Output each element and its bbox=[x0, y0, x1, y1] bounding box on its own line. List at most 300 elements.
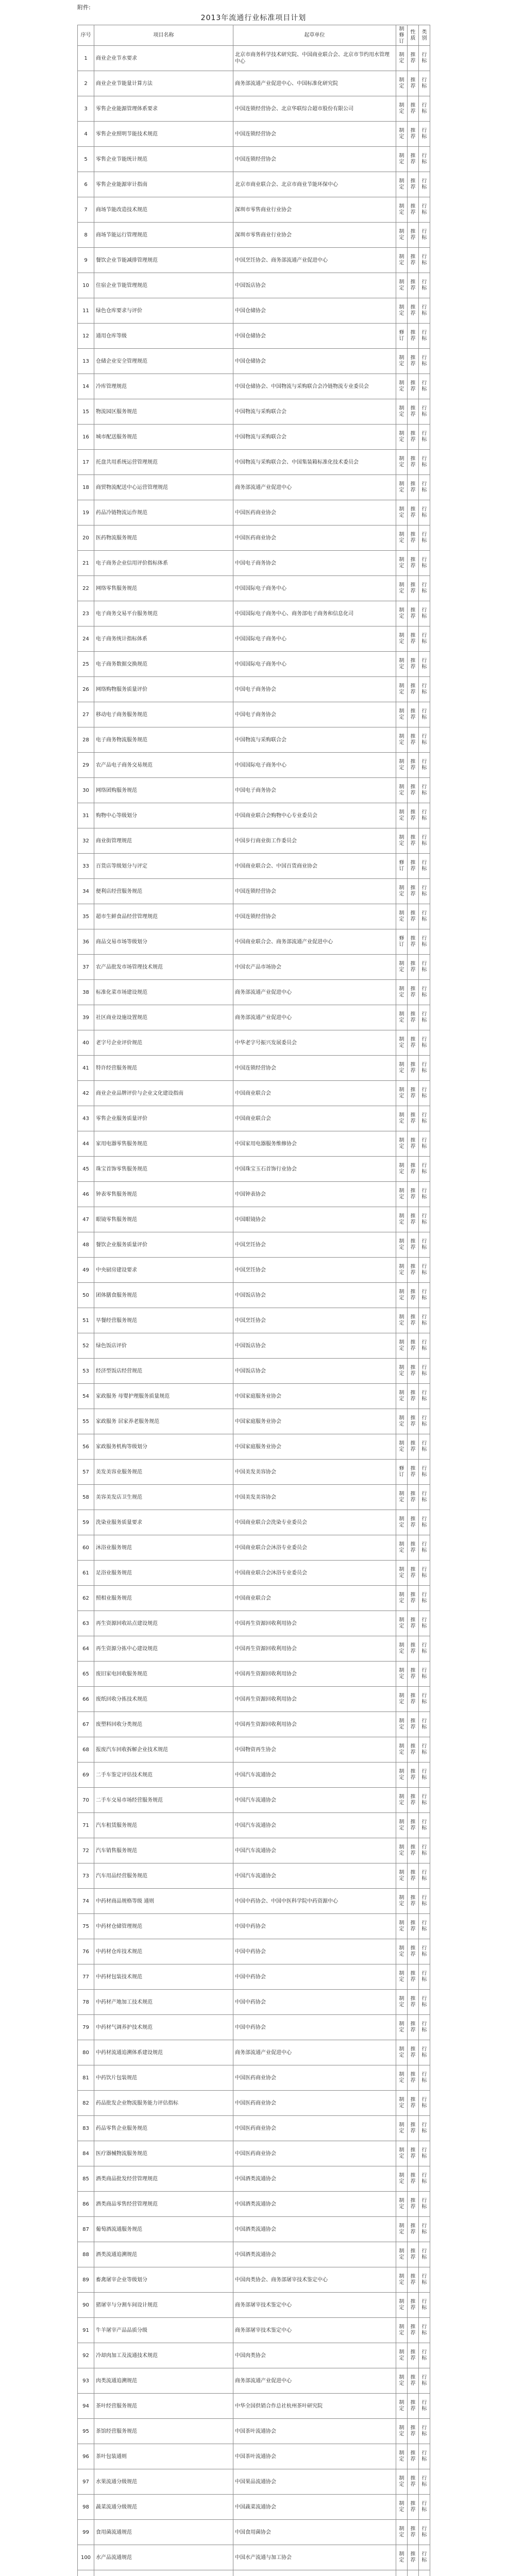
cell-project-name bbox=[94, 2495, 233, 2520]
cell-revision-type-text: 制定 bbox=[399, 204, 404, 215]
table-row bbox=[78, 753, 430, 778]
cell-number bbox=[78, 2419, 94, 2444]
cell-number bbox=[78, 450, 94, 475]
cell-standard-nature-text: 推荐 bbox=[410, 1340, 416, 1351]
cell-project-name-text: 二手车交易市场经营服务规范 bbox=[96, 1797, 163, 1803]
cell-revision-type-text: 制定 bbox=[399, 1112, 404, 1124]
header-project-name-text: 项目名称 bbox=[153, 32, 174, 38]
cell-number-text: 7 bbox=[84, 207, 88, 213]
cell-revision-type-text: 制定 bbox=[399, 835, 404, 846]
cell-number-text: 57 bbox=[82, 1469, 89, 1475]
cell-drafting-unit bbox=[233, 879, 396, 904]
cell-standard-kind-text: 行标 bbox=[421, 330, 427, 342]
cell-drafting-unit-text: 中国医药商业协会 bbox=[235, 2075, 276, 2081]
cell-standard-kind-text: 行标 bbox=[421, 279, 427, 291]
cell-drafting-unit-text: 中国食用菌协会 bbox=[235, 2529, 271, 2535]
cell-number-text: 74 bbox=[82, 1898, 89, 1904]
cell-standard-kind-text: 行标 bbox=[421, 1037, 427, 1048]
cell-standard-nature bbox=[408, 1232, 419, 1258]
header-revision-type-text: 制修订 bbox=[399, 26, 404, 44]
cell-project-name bbox=[94, 2091, 233, 2116]
cell-number-text: 24 bbox=[82, 636, 89, 642]
cell-number bbox=[78, 727, 94, 753]
cell-standard-kind-text: 行标 bbox=[421, 1642, 427, 1654]
cell-number bbox=[78, 2570, 94, 2576]
cell-number-text: 78 bbox=[82, 1999, 89, 2005]
cell-drafting-unit-text: 中国茶叶流通协会 bbox=[235, 2428, 276, 2434]
table-row bbox=[78, 2469, 430, 2495]
cell-drafting-unit-text: 中国国际电子商务中心 bbox=[235, 636, 286, 642]
cell-revision-type bbox=[396, 1636, 408, 1662]
cell-drafting-unit bbox=[233, 2570, 396, 2576]
cell-standard-kind-text: 行标 bbox=[421, 481, 427, 493]
table-body bbox=[78, 46, 430, 2576]
cell-number-text: 11 bbox=[82, 308, 89, 314]
table-row bbox=[78, 2116, 430, 2141]
table-row bbox=[78, 1939, 430, 1964]
cell-standard-kind bbox=[419, 71, 430, 96]
cell-revision-type-text: 制定 bbox=[399, 2274, 404, 2285]
cell-standard-nature-text: 推荐 bbox=[410, 506, 416, 518]
cell-standard-kind-text: 行标 bbox=[421, 2147, 427, 2159]
cell-drafting-unit-text: 中国仓储协会 bbox=[235, 308, 266, 314]
cell-project-name-text: 茶馆经营服务规范 bbox=[96, 2428, 137, 2434]
cell-standard-nature-text: 推荐 bbox=[410, 2173, 416, 2184]
cell-project-name-text: 商场节能改造技术规范 bbox=[96, 207, 147, 213]
cell-number bbox=[78, 374, 94, 399]
cell-standard-nature-text: 推荐 bbox=[410, 1062, 416, 1074]
cell-project-name-text: 钟表零售服务规范 bbox=[96, 1191, 137, 1197]
cell-standard-kind bbox=[419, 2040, 430, 2065]
cell-number-text: 56 bbox=[82, 1444, 89, 1450]
cell-standard-nature bbox=[408, 2570, 419, 2576]
cell-standard-kind bbox=[419, 2293, 430, 2318]
cell-drafting-unit bbox=[233, 2267, 396, 2293]
cell-drafting-unit bbox=[233, 854, 396, 879]
cell-standard-kind-text: 行标 bbox=[421, 986, 427, 998]
table-row bbox=[78, 2343, 430, 2368]
cell-standard-nature bbox=[408, 1889, 419, 1914]
cell-standard-kind bbox=[419, 677, 430, 702]
cell-number bbox=[78, 1485, 94, 1510]
cell-standard-nature-text: 推荐 bbox=[410, 2349, 416, 2361]
cell-number bbox=[78, 1106, 94, 1131]
table-row bbox=[78, 1434, 430, 1460]
cell-standard-nature bbox=[408, 1409, 419, 1434]
cell-standard-kind bbox=[419, 2192, 430, 2217]
cell-number bbox=[78, 803, 94, 828]
cell-revision-type bbox=[396, 349, 408, 374]
cell-drafting-unit bbox=[233, 399, 396, 425]
cell-project-name bbox=[94, 1990, 233, 2015]
cell-standard-kind bbox=[419, 727, 430, 753]
cell-number bbox=[78, 626, 94, 652]
cell-number bbox=[78, 652, 94, 677]
cell-revision-type bbox=[396, 2267, 408, 2293]
table-row bbox=[78, 2091, 430, 2116]
cell-project-name bbox=[94, 1485, 233, 1510]
cell-drafting-unit bbox=[233, 1788, 396, 1813]
cell-standard-kind-text: 行标 bbox=[421, 2299, 427, 2311]
cell-drafting-unit bbox=[233, 475, 396, 500]
cell-standard-nature-text: 推荐 bbox=[410, 1264, 416, 1276]
cell-drafting-unit bbox=[233, 2192, 396, 2217]
cell-number-text: 43 bbox=[82, 1115, 89, 1122]
cell-project-name bbox=[94, 2368, 233, 2394]
cell-number-text: 67 bbox=[82, 1721, 89, 1727]
cell-standard-nature bbox=[408, 1990, 419, 2015]
cell-number bbox=[78, 778, 94, 803]
cell-revision-type bbox=[396, 122, 408, 147]
cell-standard-kind-text: 行标 bbox=[421, 1213, 427, 1225]
table-row bbox=[78, 1460, 430, 1485]
cell-revision-type bbox=[396, 1964, 408, 1990]
table-row bbox=[78, 1586, 430, 1611]
cell-number-text: 25 bbox=[82, 661, 89, 667]
cell-revision-type bbox=[396, 223, 408, 248]
table-row bbox=[78, 1131, 430, 1157]
cell-revision-type bbox=[396, 980, 408, 1005]
cell-number bbox=[78, 601, 94, 626]
cell-standard-kind-text: 行标 bbox=[421, 1163, 427, 1175]
cell-number bbox=[78, 1636, 94, 1662]
cell-standard-kind bbox=[419, 929, 430, 955]
cell-standard-nature-text: 推荐 bbox=[410, 279, 416, 291]
cell-drafting-unit-text: 中国水产流通与加工协会 bbox=[235, 2554, 292, 2561]
cell-standard-nature-text: 推荐 bbox=[410, 633, 416, 645]
cell-project-name bbox=[94, 2217, 233, 2242]
cell-drafting-unit-text: 中国电子商务协会 bbox=[235, 711, 276, 718]
cell-standard-nature-text: 推荐 bbox=[410, 2400, 416, 2412]
cell-standard-nature-text: 推荐 bbox=[410, 936, 416, 947]
cell-standard-nature bbox=[408, 1611, 419, 1636]
cell-number-text: 62 bbox=[82, 1595, 89, 1601]
cell-drafting-unit bbox=[233, 1611, 396, 1636]
cell-standard-nature bbox=[408, 1359, 419, 1384]
cell-number bbox=[78, 2065, 94, 2091]
cell-standard-nature bbox=[408, 2419, 419, 2444]
table-row bbox=[78, 2040, 430, 2065]
cell-drafting-unit-text: 中国再生资源回收利用协会 bbox=[235, 1696, 297, 1702]
cell-standard-nature-text: 推荐 bbox=[410, 1743, 416, 1755]
cell-number-text: 9 bbox=[84, 257, 88, 263]
cell-project-name-text: 商业街管理规范 bbox=[96, 838, 132, 844]
cell-number bbox=[78, 1333, 94, 1359]
cell-standard-nature bbox=[408, 1030, 419, 1056]
cell-revision-type-text: 制定 bbox=[399, 1743, 404, 1755]
cell-drafting-unit bbox=[233, 1232, 396, 1258]
cell-drafting-unit bbox=[233, 1131, 396, 1157]
cell-revision-type-text: 制定 bbox=[399, 2450, 404, 2462]
cell-drafting-unit bbox=[233, 1535, 396, 1561]
cell-revision-type-text: 制定 bbox=[399, 1037, 404, 1048]
cell-standard-kind bbox=[419, 1207, 430, 1232]
cell-standard-kind-text: 行标 bbox=[421, 2425, 427, 2437]
header-number bbox=[78, 25, 94, 46]
table-row bbox=[78, 1510, 430, 1535]
cell-drafting-unit bbox=[233, 1460, 396, 1485]
cell-drafting-unit bbox=[233, 1586, 396, 1611]
cell-standard-nature bbox=[408, 803, 419, 828]
cell-number-text: 2 bbox=[84, 80, 88, 87]
cell-project-name-text: 超市生鲜食品经营管理规范 bbox=[96, 913, 158, 920]
cell-standard-nature-text: 推荐 bbox=[410, 910, 416, 922]
cell-standard-kind-text: 行标 bbox=[421, 103, 427, 114]
cell-project-name bbox=[94, 1157, 233, 1182]
cell-standard-kind bbox=[419, 702, 430, 727]
cell-number-text: 86 bbox=[82, 2201, 89, 2207]
table-row bbox=[78, 1409, 430, 1434]
cell-project-name-text: 商贸物流配送中心运营管理规范 bbox=[96, 484, 168, 490]
cell-drafting-unit-text: 中国商业联合会洗染专业委员会 bbox=[235, 1519, 307, 1526]
cell-drafting-unit-text: 中国连锁经营协会 bbox=[235, 888, 276, 894]
cell-standard-nature bbox=[408, 1964, 419, 1990]
cell-standard-kind-text: 行标 bbox=[421, 809, 427, 821]
cell-standard-nature-text: 推荐 bbox=[410, 2501, 416, 2513]
cell-number-text: 40 bbox=[82, 1040, 89, 1046]
cell-number-text: 26 bbox=[82, 686, 89, 692]
table-row bbox=[78, 778, 430, 803]
cell-drafting-unit-text: 中国物流与采购联合会、中国集装箱标准化技术委员会 bbox=[235, 459, 359, 465]
cell-standard-kind-text: 行标 bbox=[421, 1314, 427, 1326]
cell-standard-kind bbox=[419, 1460, 430, 1485]
cell-revision-type-text: 修订 bbox=[399, 1466, 404, 1478]
cell-standard-kind bbox=[419, 1939, 430, 1964]
cell-standard-nature-text: 推荐 bbox=[410, 1138, 416, 1149]
cell-drafting-unit-text: 中国烹饪协会 bbox=[235, 1242, 266, 1248]
cell-standard-kind bbox=[419, 2570, 430, 2576]
cell-standard-nature-text: 推荐 bbox=[410, 1466, 416, 1478]
cell-drafting-unit-text: 中国肉类协会 bbox=[235, 2352, 266, 2359]
cell-revision-type-text: 制定 bbox=[399, 2147, 404, 2159]
cell-revision-type bbox=[396, 1308, 408, 1333]
cell-standard-nature-text: 推荐 bbox=[410, 1819, 416, 1831]
cell-project-name-text: 二手车鉴定评估技术规范 bbox=[96, 1772, 153, 1778]
cell-number-text: 65 bbox=[82, 1671, 89, 1677]
cell-revision-type-text: 制定 bbox=[399, 658, 404, 670]
cell-drafting-unit-text: 中华全国供销合作总社杭州茶叶研究院 bbox=[235, 2403, 323, 2409]
cell-standard-nature bbox=[408, 2141, 419, 2166]
cell-standard-kind bbox=[419, 1333, 430, 1359]
cell-standard-kind-text: 行标 bbox=[421, 178, 427, 190]
cell-project-name-text: 茶叶经营服务规范 bbox=[96, 2403, 137, 2409]
cell-number bbox=[78, 576, 94, 601]
cell-drafting-unit-text: 中国酒类流通协会 bbox=[235, 2226, 276, 2232]
cell-project-name bbox=[94, 2040, 233, 2065]
cell-number bbox=[78, 1359, 94, 1384]
cell-project-name-text: 医药物流服务规范 bbox=[96, 535, 137, 541]
cell-drafting-unit-text: 中国仓储协会 bbox=[235, 333, 266, 339]
cell-standard-kind bbox=[419, 955, 430, 980]
cell-project-name-text: 购物中心等级划分 bbox=[96, 812, 137, 819]
cell-project-name-text: 药品零售企业服务规范 bbox=[96, 2125, 147, 2131]
cell-project-name-text: 猪屠宰与分割车间设计规范 bbox=[96, 2302, 158, 2308]
table-row bbox=[78, 71, 430, 96]
cell-drafting-unit bbox=[233, 778, 396, 803]
cell-revision-type bbox=[396, 1157, 408, 1182]
cell-standard-kind bbox=[419, 778, 430, 803]
cell-standard-kind-text: 行标 bbox=[421, 153, 427, 165]
cell-standard-nature bbox=[408, 1157, 419, 1182]
cell-drafting-unit-text: 商务部流通产业促进中心 bbox=[235, 2049, 292, 2056]
header-standard-nature bbox=[408, 25, 419, 46]
cell-standard-kind bbox=[419, 2116, 430, 2141]
table-row bbox=[78, 2267, 430, 2293]
table-row bbox=[78, 803, 430, 828]
cell-standard-kind bbox=[419, 2419, 430, 2444]
cell-drafting-unit-text: 商务部屠宰技术鉴定中心 bbox=[235, 2302, 292, 2308]
cell-standard-nature bbox=[408, 2217, 419, 2242]
cell-revision-type-text: 制定 bbox=[399, 254, 404, 266]
cell-standard-nature bbox=[408, 349, 419, 374]
cell-revision-type bbox=[396, 1561, 408, 1586]
cell-revision-type bbox=[396, 1056, 408, 1081]
cell-standard-kind bbox=[419, 1434, 430, 1460]
cell-standard-nature bbox=[408, 1586, 419, 1611]
cell-standard-nature-text: 推荐 bbox=[410, 1693, 416, 1705]
cell-revision-type bbox=[396, 2015, 408, 2040]
cell-number-text: 47 bbox=[82, 1216, 89, 1223]
cell-project-name bbox=[94, 2469, 233, 2495]
cell-standard-kind bbox=[419, 1737, 430, 1762]
cell-project-name bbox=[94, 1863, 233, 1889]
cell-standard-nature-text: 推荐 bbox=[410, 1390, 416, 1402]
cell-number bbox=[78, 1712, 94, 1737]
cell-standard-nature-text: 推荐 bbox=[410, 405, 416, 417]
cell-standard-nature-text: 推荐 bbox=[410, 1945, 416, 1957]
cell-project-name-text: 零售企业节能统计规范 bbox=[96, 156, 147, 162]
cell-number bbox=[78, 1005, 94, 1030]
cell-standard-kind bbox=[419, 904, 430, 929]
cell-number bbox=[78, 298, 94, 324]
cell-standard-nature-text: 推荐 bbox=[410, 128, 416, 140]
table-row bbox=[78, 172, 430, 197]
cell-standard-nature bbox=[408, 46, 419, 71]
cell-standard-nature bbox=[408, 601, 419, 626]
cell-project-name-text: 酒类流通追溯规范 bbox=[96, 2251, 137, 2258]
cell-project-name-text: 洗染业服务质量要求 bbox=[96, 1519, 142, 1526]
cell-project-name-text: 餐饮企业服务质量评价 bbox=[96, 1242, 147, 1248]
table-row bbox=[78, 626, 430, 652]
cell-project-name bbox=[94, 500, 233, 526]
cell-drafting-unit-text: 中华老字号振兴发展委员会 bbox=[235, 1040, 297, 1046]
cell-project-name bbox=[94, 1207, 233, 1232]
cell-drafting-unit bbox=[233, 1030, 396, 1056]
cell-drafting-unit-text: 中国电子商务协会 bbox=[235, 787, 276, 793]
cell-standard-nature-text: 推荐 bbox=[410, 1112, 416, 1124]
cell-revision-type-text: 制定 bbox=[399, 910, 404, 922]
cell-drafting-unit-text: 中国烹饪协会 bbox=[235, 1317, 266, 1324]
cell-standard-nature bbox=[408, 147, 419, 172]
cell-number bbox=[78, 2217, 94, 2242]
cell-revision-type bbox=[396, 2293, 408, 2318]
cell-number-text: 61 bbox=[82, 1570, 89, 1576]
cell-standard-kind-text: 行标 bbox=[421, 784, 427, 796]
cell-standard-nature-text: 推荐 bbox=[410, 835, 416, 846]
table-row bbox=[78, 1863, 430, 1889]
cell-project-name-text: 社区商业设施设置规范 bbox=[96, 1014, 147, 1021]
cell-standard-kind-text: 行标 bbox=[421, 1567, 427, 1579]
cell-standard-kind-text: 行标 bbox=[421, 304, 427, 316]
cell-standard-nature bbox=[408, 122, 419, 147]
cell-revision-type-text: 制定 bbox=[399, 2324, 404, 2336]
cell-number-text: 16 bbox=[82, 434, 89, 440]
cell-standard-nature bbox=[408, 1914, 419, 1939]
cell-project-name bbox=[94, 879, 233, 904]
cell-drafting-unit bbox=[233, 96, 396, 122]
cell-project-name bbox=[94, 2520, 233, 2545]
cell-drafting-unit bbox=[233, 2469, 396, 2495]
cell-standard-nature-text: 推荐 bbox=[410, 481, 416, 493]
cell-standard-kind-text: 行标 bbox=[421, 2526, 427, 2538]
cell-revision-type bbox=[396, 2242, 408, 2267]
cell-standard-kind bbox=[419, 2545, 430, 2570]
cell-number-text: 33 bbox=[82, 863, 89, 869]
cell-project-name bbox=[94, 778, 233, 803]
cell-revision-type bbox=[396, 2545, 408, 2570]
cell-revision-type bbox=[396, 1182, 408, 1207]
cell-standard-kind bbox=[419, 2166, 430, 2192]
cell-standard-nature bbox=[408, 1762, 419, 1788]
cell-project-name-text: 住宿企业节能管理规范 bbox=[96, 282, 147, 289]
cell-revision-type-text: 制定 bbox=[399, 279, 404, 291]
cell-revision-type-text: 制定 bbox=[399, 2375, 404, 2386]
cell-revision-type-text: 制定 bbox=[399, 2299, 404, 2311]
cell-number-text: 6 bbox=[84, 181, 88, 188]
cell-project-name-text: 零售企业服务质量评价 bbox=[96, 1115, 147, 1122]
cell-standard-kind-text: 行标 bbox=[421, 582, 427, 594]
cell-project-name-text: 仓储企业安全管理规范 bbox=[96, 358, 147, 364]
cell-drafting-unit bbox=[233, 2242, 396, 2267]
cell-number bbox=[78, 1863, 94, 1889]
cell-standard-nature bbox=[408, 71, 419, 96]
cell-drafting-unit bbox=[233, 1762, 396, 1788]
cell-standard-kind-text: 行标 bbox=[421, 2274, 427, 2285]
cell-standard-kind bbox=[419, 1863, 430, 1889]
cell-number bbox=[78, 2192, 94, 2217]
cell-revision-type bbox=[396, 2394, 408, 2419]
cell-revision-type bbox=[396, 425, 408, 450]
cell-revision-type bbox=[396, 1510, 408, 1535]
cell-project-name-text: 早餐经营服务规范 bbox=[96, 1317, 137, 1324]
table-row bbox=[78, 1333, 430, 1359]
cell-drafting-unit bbox=[233, 2343, 396, 2368]
header-drafting-unit-text: 起草单位 bbox=[304, 32, 325, 38]
cell-revision-type-text: 制定 bbox=[399, 633, 404, 645]
cell-drafting-unit-text: 中国肉类协会、商务部屠宰技术鉴定中心 bbox=[235, 2277, 328, 2283]
cell-project-name bbox=[94, 1359, 233, 1384]
cell-drafting-unit bbox=[233, 626, 396, 652]
cell-project-name-text: 水产品流通规范 bbox=[96, 2554, 132, 2561]
cell-standard-nature bbox=[408, 1056, 419, 1081]
cell-drafting-unit-text: 中国眼镜协会 bbox=[235, 1216, 266, 1223]
table-row bbox=[78, 1485, 430, 1510]
cell-number bbox=[78, 526, 94, 551]
cell-revision-type-text: 制定 bbox=[399, 557, 404, 569]
cell-project-name bbox=[94, 298, 233, 324]
cell-revision-type-text: 制定 bbox=[399, 1163, 404, 1175]
cell-drafting-unit bbox=[233, 2015, 396, 2040]
cell-revision-type bbox=[396, 2166, 408, 2192]
table-row bbox=[78, 122, 430, 147]
cell-number bbox=[78, 551, 94, 576]
cell-drafting-unit bbox=[233, 2495, 396, 2520]
cell-revision-type bbox=[396, 677, 408, 702]
header-standard-nature-text: 性质 bbox=[410, 29, 416, 41]
cell-number-text: 94 bbox=[82, 2403, 89, 2409]
cell-project-name bbox=[94, 1308, 233, 1333]
cell-revision-type-text: 制定 bbox=[399, 103, 404, 114]
